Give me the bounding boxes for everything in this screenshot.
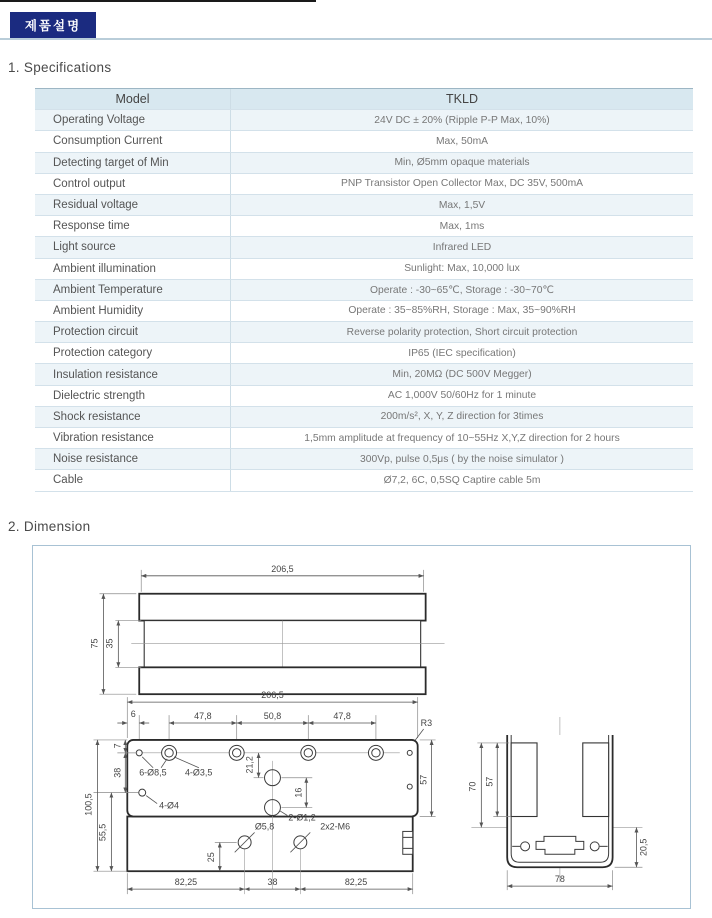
spec-table-header-model: Model: [115, 92, 150, 107]
dim-bottom-a: 82,25: [174, 877, 198, 888]
table-row: [35, 259, 693, 280]
spec-row-label: Operating Voltage: [53, 114, 146, 127]
spec-table-header-value: TKLD: [230, 89, 693, 109]
spec-row-value: Max, 1,5V: [230, 195, 693, 215]
spec-row-value: Max, 1ms: [230, 216, 693, 236]
spec-row-value: Reverse polarity protection, Short circuit protection: [230, 322, 693, 342]
spec-row-label: Response time: [53, 220, 130, 233]
spec-row-value: IP65 (IEC specification): [230, 343, 693, 363]
dim-corner-radius: R3: [420, 718, 433, 729]
label-hole-e: Ø5,8: [254, 821, 275, 832]
table-row: [35, 174, 693, 195]
header-divider: [0, 38, 712, 40]
spec-row-label: Light source: [53, 241, 116, 254]
dimension-drawing: [33, 546, 690, 908]
spec-row-value: AC 1,000V 50/60Hz for 1 minute: [230, 386, 693, 406]
spec-table-header-row: [35, 89, 693, 110]
table-row: [35, 386, 693, 407]
table-row: [35, 470, 693, 491]
label-holes-c: 4-Ø4: [159, 800, 179, 811]
dim-center-b: 16: [293, 787, 304, 798]
table-row: [35, 343, 693, 364]
spec-row-label: Cable: [53, 474, 84, 487]
spec-row-value: Sunlight: Max, 10,000 lux: [230, 259, 693, 279]
dim-center-a: 21,2: [244, 756, 255, 774]
table-row: [35, 131, 693, 152]
label-holes-d: 2-Ø1,2: [288, 812, 316, 823]
table-row: [35, 153, 693, 174]
table-row: [35, 428, 693, 449]
table-row: [35, 216, 693, 237]
dim-total-height: 100,5: [83, 793, 94, 816]
spec-row-value: PNP Transistor Open Collector Max, DC 35V, 500mA: [230, 174, 693, 194]
spec-row-value: Max, 50mA: [230, 131, 693, 151]
front-view-drawing: [89, 564, 444, 694]
table-row: [35, 301, 693, 322]
spec-row-label: Protection category: [53, 347, 153, 360]
spec-row-label: Ambient illumination: [53, 262, 156, 275]
dim-pitch-c: 47,8: [333, 711, 351, 722]
spec-row-value: 24V DC ± 20% (Ripple P-P Max, 10%): [230, 110, 693, 130]
spec-row-value: Min, 20MΩ (DC 500V Megger): [230, 364, 693, 384]
table-row: [35, 322, 693, 343]
spec-row-value: Min, Ø5mm opaque materials: [230, 153, 693, 173]
spec-row-label: Dielectric strength: [53, 389, 146, 402]
table-row: [35, 110, 693, 131]
table-row: [35, 280, 693, 301]
top-view-drawing: [83, 690, 435, 894]
label-holes-a: 6-Ø8,5: [139, 767, 167, 778]
dim-row: 38: [112, 767, 123, 778]
page-top-rule: [0, 0, 316, 2]
table-row: [35, 364, 693, 385]
spec-row-label: Ambient Temperature: [53, 283, 163, 296]
spec-table: [35, 88, 693, 492]
dim-edge: 7: [112, 743, 123, 749]
dim-side-height: 70: [467, 781, 478, 792]
spec-row-label: Protection circuit: [53, 326, 139, 339]
dim-lower-height: 55,5: [97, 823, 108, 842]
product-description-tab: [10, 12, 96, 38]
spec-row-label: Control output: [53, 177, 126, 190]
dim-body-height: 57: [418, 774, 429, 785]
label-hole-f: 2x2-M6: [320, 821, 351, 832]
spec-row-label: Insulation resistance: [53, 368, 158, 381]
dim-top-width: 206,5: [261, 690, 284, 701]
table-row: [35, 195, 693, 216]
spec-row-value: 300Vp, pulse 0,5μs ( by the noise simulator ): [230, 449, 693, 469]
dim-side-inner-height: 57: [484, 776, 495, 787]
dim-slot-offset: 25: [205, 852, 216, 863]
spec-row-label: Consumption Current: [53, 135, 163, 148]
dim-bottom-c: 82,25: [344, 877, 368, 888]
dim-front-height: 75: [89, 638, 100, 649]
spec-row-label: Detecting target of Min: [53, 156, 169, 169]
dimension-heading: 2. Dimension: [8, 519, 91, 534]
spec-row-label: Ambient Humidity: [53, 304, 144, 317]
dim-top-offset: 6: [130, 709, 136, 720]
spec-row-value: Operate : 35~85%RH, Storage : Max, 35~90%RH: [230, 301, 693, 321]
spec-row-label: Shock resistance: [53, 410, 141, 423]
side-view-drawing: [467, 717, 648, 890]
label-holes-b: 4-Ø3,5: [184, 767, 213, 778]
dim-pitch-a: 47,8: [194, 711, 212, 722]
dim-pitch-b: 50,8: [263, 711, 282, 722]
spec-row-value: 1,5mm amplitude at frequency of 10~55Hz X,Y,Z direction for 2 hours: [230, 428, 693, 448]
product-description-tab-label: 제품설명: [24, 19, 82, 33]
dim-side-base: 20,5: [638, 838, 649, 857]
spec-row-value: Infrared LED: [230, 237, 693, 257]
dim-bottom-b: 38: [267, 877, 278, 888]
specifications-heading: 1. Specifications: [8, 60, 112, 75]
dim-side-width: 78: [554, 874, 565, 885]
spec-row-label: Residual voltage: [53, 199, 139, 212]
spec-row-value: 200m/s², X, Y, Z direction for 3times: [230, 407, 693, 427]
spec-row-value: Ø7,2, 6C, 0,5SQ Captire cable 5m: [230, 470, 693, 490]
spec-row-value: Operate : -30~65℃, Storage : -30~70℃: [230, 280, 693, 300]
dimension-drawing-panel: [32, 545, 691, 909]
table-row: [35, 237, 693, 258]
dim-front-width: 206,5: [271, 563, 294, 574]
spec-row-label: Vibration resistance: [53, 432, 154, 445]
table-row: [35, 407, 693, 428]
cable-gland-detail: [403, 831, 413, 854]
dim-front-inner-height: 35: [104, 638, 115, 649]
table-row: [35, 449, 693, 470]
spec-row-label: Noise resistance: [53, 453, 139, 466]
